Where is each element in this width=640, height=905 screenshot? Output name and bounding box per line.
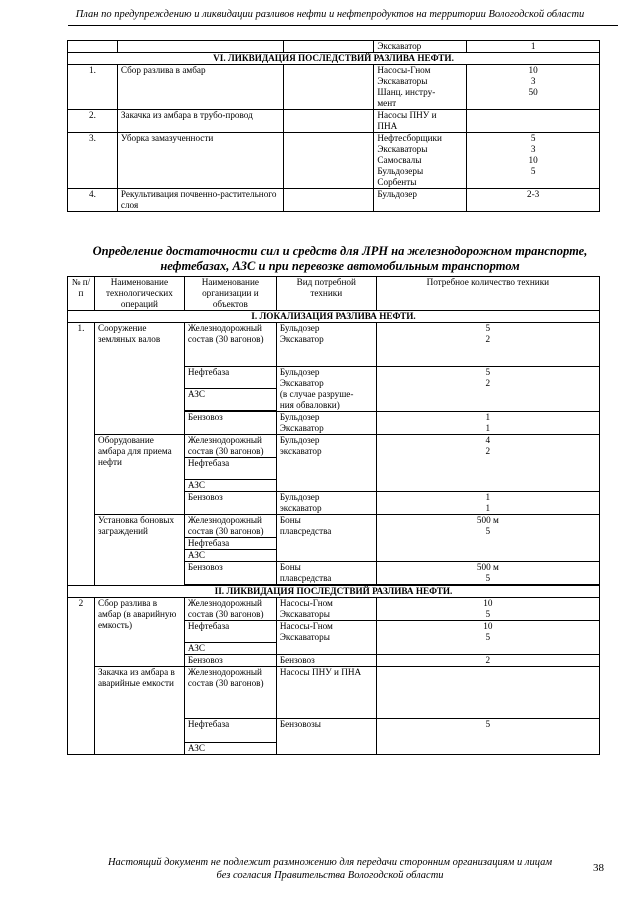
- section-title: II. ЛИКВИДАЦИЯ ПОСЛЕДСТВИЙ РАЗЛИВА НЕФТИ.: [68, 586, 600, 598]
- table-row: Закачка из амбара в аварийные емкости Железнодорожный состав (30 вагонов) Насосы ПНУ и ПНА: [68, 667, 600, 719]
- table-row: Установка боновых заграждений Железнодорожный состав (30 вагонов) Боны плавсредства 500 м 5: [68, 515, 600, 538]
- table-row: 3. Уборка замазученности Нефтесборщики Экскаваторы Самосвалы Бульдозеры Сорбенты 5 3 10 5: [68, 133, 600, 189]
- table-row: Бензовоз Боны плавсредства 500 м 5: [68, 562, 600, 585]
- table-row: 2 Сбор разлива в амбар (в аварийную емкость) Железнодорожный состав (30 вагонов) Насосы-Гном Экскаваторы 10 5: [68, 598, 600, 621]
- table-row: Нефтебаза Бульдозер Экскаватор (в случае разруше- ния обваловки) 5 2: [68, 367, 600, 389]
- table-row: [68, 41, 600, 53]
- table-row: Бензовоз Бензовоз 2: [68, 655, 600, 667]
- tech-cell: Экскаватор: [374, 41, 467, 53]
- table-row: 2. Закачка из амбара в трубо-провод Насосы ПНУ и ПНА: [68, 110, 600, 133]
- section-title: I. ЛОКАЛИЗАЦИЯ РАЗЛИВА НЕФТИ.: [68, 311, 600, 323]
- table-row: 1. Сооружение земляных валов Железнодорожный состав (30 вагонов) Бульдозер Экскаватор 5 2: [68, 323, 600, 367]
- table-row: Бензовоз Бульдозер экскаватор 1 1: [68, 492, 600, 515]
- liquidation-table: [67, 40, 600, 212]
- header-row: № п/п Наименование технологических операций Наименование организации и объектов Вид потребной техники Потребное количество техники: [68, 277, 600, 311]
- page-number: 38: [593, 862, 604, 874]
- section-title: VI. ЛИКВИДАЦИЯ ПОСЛЕДСТВИЙ РАЗЛИВА НЕФТИ.: [68, 53, 600, 65]
- table-row: 4. Рекультивация почвенно-растительного слоя Бульдозер 2-3: [68, 189, 600, 212]
- qty-cell: 1: [467, 41, 600, 53]
- table-row: Оборудование амбара для приема нефти Железнодорожный состав (30 вагонов) Бульдозер экскаватор 4 2: [68, 435, 600, 458]
- table-row: Бензовоз Бульдозер Экскаватор 1 1: [68, 412, 600, 435]
- page-footer: Настоящий документ не подлежит размножению для передачи сторонним организациям и лицам без согласия Правительства Вологодской области: [107, 857, 553, 881]
- sufficiency-table: № п/п Наименование технологических операций Наименование организации и объектов Вид потребной техники Потребное количество техники I. ЛОКАЛИЗАЦИЯ РАЗЛИВА НЕФТИ. 1. Сооружение земляных валов Железнодорожный состав (30 вагонов) Бульдозер Экскаватор 5 2 Нефтебаза Бульдозер Экскаватор (в случае разруше- ния обваловки) 5 2 АЗС Бензовоз Бульдозер Экскаватор 1 1 Оборудование амбара для приема нефти Железнодорожный состав (30 вагонов) Бульдозер экскаватор 4 2 Нефтебаза АЗС Бензовоз Бульдозер экскаватор 1 1 Установка боновых заграждений Железнодорожный состав (30 вагонов) Боны плавсредства 500 м 5 Нефтебаза АЗС Бензовоз Боны плавсредства 500 м 5 II. ЛИКВИДАЦИЯ ПОСЛЕДСТВИЙ РАЗЛИВА НЕФТИ. 2 Сбор разлива в амбар (в аварийную емкость) Железнодорожный состав (30 вагонов) Насосы-Гном Экскаваторы 10 5 Нефтебаза Насосы-Гном Экскаваторы 10 5 АЗС Бензовоз Бензовоз 2 Закачка из амбара в аварийные емкости Железнодорожный состав (30 вагонов) Насосы ПНУ и ПНА Нефтебаза Бензовозы 5 АЗС: [67, 276, 600, 755]
- table-row: 1. Сбор разлива в амбар Насосы-Гном Экскаваторы Шанц. инстру- мент 10 3 50: [68, 65, 600, 110]
- header-rule: [68, 25, 618, 26]
- section-heading: Определение достаточности сил и средств для ЛРН на железнодорожном транспорте, нефтебазах, АЗС и при перевозке автомобильным транспортом: [92, 244, 588, 273]
- table-row: Нефтебаза Насосы-Гном Экскаваторы 10 5: [68, 621, 600, 643]
- page-header: План по предупреждению и ликвидации разливов нефти и нефтепродуктов на территории Вологодской области: [75, 9, 585, 20]
- table-row: Нефтебаза Бензовозы 5: [68, 719, 600, 743]
